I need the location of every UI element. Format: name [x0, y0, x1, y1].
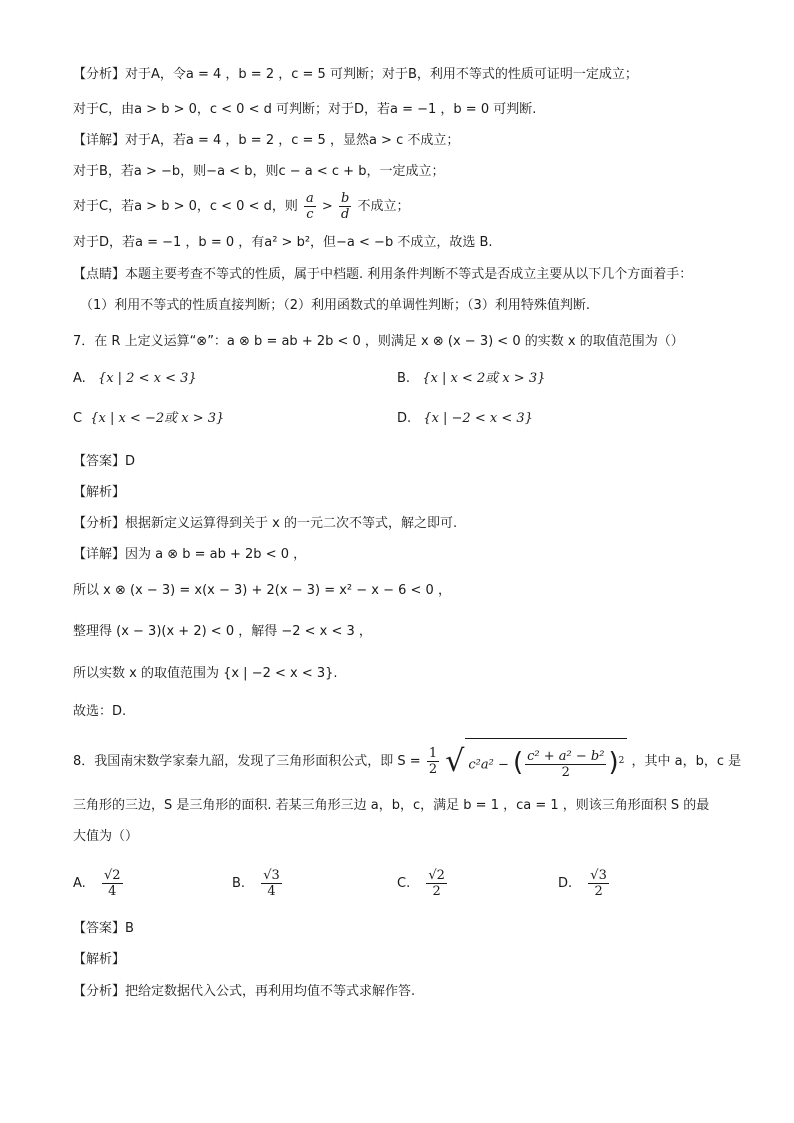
q8-stem-line-3: 大值为（）	[73, 829, 139, 844]
q8-stem-text: 8．我国南宋数学家秦九韶，发现了三角形面积公式，即 S =	[73, 754, 421, 770]
left-paren: (	[513, 747, 524, 778]
q7-option-c-value: {x | x < −2或 x > 3}	[90, 411, 225, 426]
q8-option-a-fraction: $\frac{√2}{4}$	[103, 868, 121, 899]
q7-detail-4: 所以实数 x 的取值范围为 {x | −2 < x < 3}.	[73, 666, 338, 681]
q7-option-d-label: D.	[397, 411, 412, 426]
q7-option-a	[73, 370, 197, 388]
q7-jiexi: 【解析】	[73, 485, 126, 500]
q7-option-b	[397, 370, 545, 388]
q8-rad-prefix: c²a² −	[468, 757, 509, 773]
prev-analysis-line: 【分析】对于A，令a = 4 ，b = 2 ，c = 5 可判断；对于B，利用不等式的性质可证明一定成立；	[73, 67, 638, 82]
q7-detail-2: 所以 x ⊗ (x − 3) = x(x − 3) + 2(x − 3) = x² − x − 6 < 0 ，	[73, 583, 451, 598]
prev-detail-line-1: 【详解】对于A，若a = 4 ，b = 2 ，c = 5 ，显然a > c 不成立；	[73, 133, 460, 148]
q8-option-c-label: C.	[397, 876, 411, 891]
sqrt-symbol: √	[445, 743, 465, 779]
q8-option-b-label: B.	[232, 876, 246, 891]
prev-detail-line-3-tail: 不成立；	[357, 199, 410, 214]
q7-detail-5: 故选：D.	[73, 704, 127, 719]
q8-option-d-label: D.	[558, 876, 573, 891]
q7-option-b-value: {x | x < 2或 x > 3}	[422, 371, 546, 386]
q7-option-a-label: A.	[73, 371, 86, 386]
q8-analysis: 【分析】把给定数据代入公式，再利用均值不等式求解作答.	[73, 984, 416, 999]
q8-option-d-fraction: $\frac{√3}{2}$	[590, 868, 607, 899]
q8-exponent: 2	[618, 756, 625, 766]
prev-note-line-1: 【点睛】本题主要考查不等式的性质，属于中档题. 利用条件判断不等式是否成立主要从以下几个方面着手：	[73, 267, 693, 282]
q8-jiexi: 【解析】	[73, 952, 126, 967]
fraction-a-over-c: $\frac{a}{c}$	[306, 191, 314, 222]
q8-stem-line-1	[73, 738, 741, 785]
q8-option-b	[232, 866, 284, 902]
prev-detail-line-3-text: 对于C，若a > b > 0，c < 0 < d，则	[73, 199, 298, 214]
q7-detail-1: 【详解】因为 a ⊗ b = ab + 2b < 0 ，	[73, 547, 307, 562]
q8-option-a-label: A.	[73, 876, 86, 891]
prev-note-line-2: （1）利用不等式的性质直接判断；（2）利用函数式的单调性判断；（3）利用特殊值判断.	[80, 298, 590, 313]
q7-answer: 【答案】D	[73, 454, 136, 469]
q7-option-d	[397, 410, 533, 428]
q8-answer: 【答案】B	[73, 921, 134, 936]
q7-option-c	[73, 410, 224, 428]
prev-detail-line-3	[73, 191, 409, 222]
q8-option-a	[73, 866, 125, 902]
q7-option-a-value: {x | 2 < x < 3}	[97, 371, 197, 386]
q7-analysis: 【分析】根据新定义运算得到关于 x 的一元二次不等式，解之即可.	[73, 516, 458, 531]
q7-option-c-label: C	[73, 411, 83, 426]
prev-detail-line-4: 对于D，若a = −1 ，b = 0 ，有a² > b²，但−a < −b 不成立，故选 B.	[73, 235, 493, 250]
q8-half-fraction: $\frac{1}{2}$	[428, 746, 438, 778]
q8-stem-tail: ，其中 a，b，c 是	[631, 754, 742, 770]
greater-than-sign: >	[321, 199, 333, 214]
q7-detail-3: 整理得 (x − 3)(x + 2) < 0 ，解得 −2 < x < 3 ，	[73, 624, 372, 639]
fraction-b-over-d: $\frac{b}{d}$	[340, 191, 350, 222]
prev-analysis-line-2: 对于C，由a > b > 0，c < 0 < d 可判断；对于D，若a = −1 ，b = 0 可判断.	[73, 102, 537, 117]
q8-option-c	[397, 866, 449, 902]
q8-stem-line-2: 三角形的三边，S 是三角形的面积. 若某三角形三边 a，b，c，满足 b = 1 ，ca = 1 ，则该三角形面积 S 的最	[73, 798, 710, 813]
q8-inner-fraction: $\frac{\text{c² + a² − b²}}{2}$	[527, 749, 605, 781]
q7-option-d-value: {x | −2 < x < 3}	[423, 411, 533, 426]
q8-sqrt-expression	[445, 738, 627, 785]
prev-detail-line-2: 对于B，若a > −b，则−a < b，则c − a < c + b，一定成立；	[73, 164, 445, 179]
q8-option-d	[558, 866, 611, 902]
q8-option-c-fraction: $\frac{√2}{2}$	[428, 868, 445, 899]
q8-option-b-fraction: $\frac{√3}{4}$	[263, 868, 280, 899]
q7-stem: 7．在 R 上定义运算“⊗”：a ⊗ b = ab + 2b < 0 ，则满足 x ⊗ (x − 3) < 0 的实数 x 的取值范围为（）	[73, 334, 684, 349]
q7-option-b-label: B.	[397, 371, 411, 386]
right-paren: )	[608, 747, 619, 778]
